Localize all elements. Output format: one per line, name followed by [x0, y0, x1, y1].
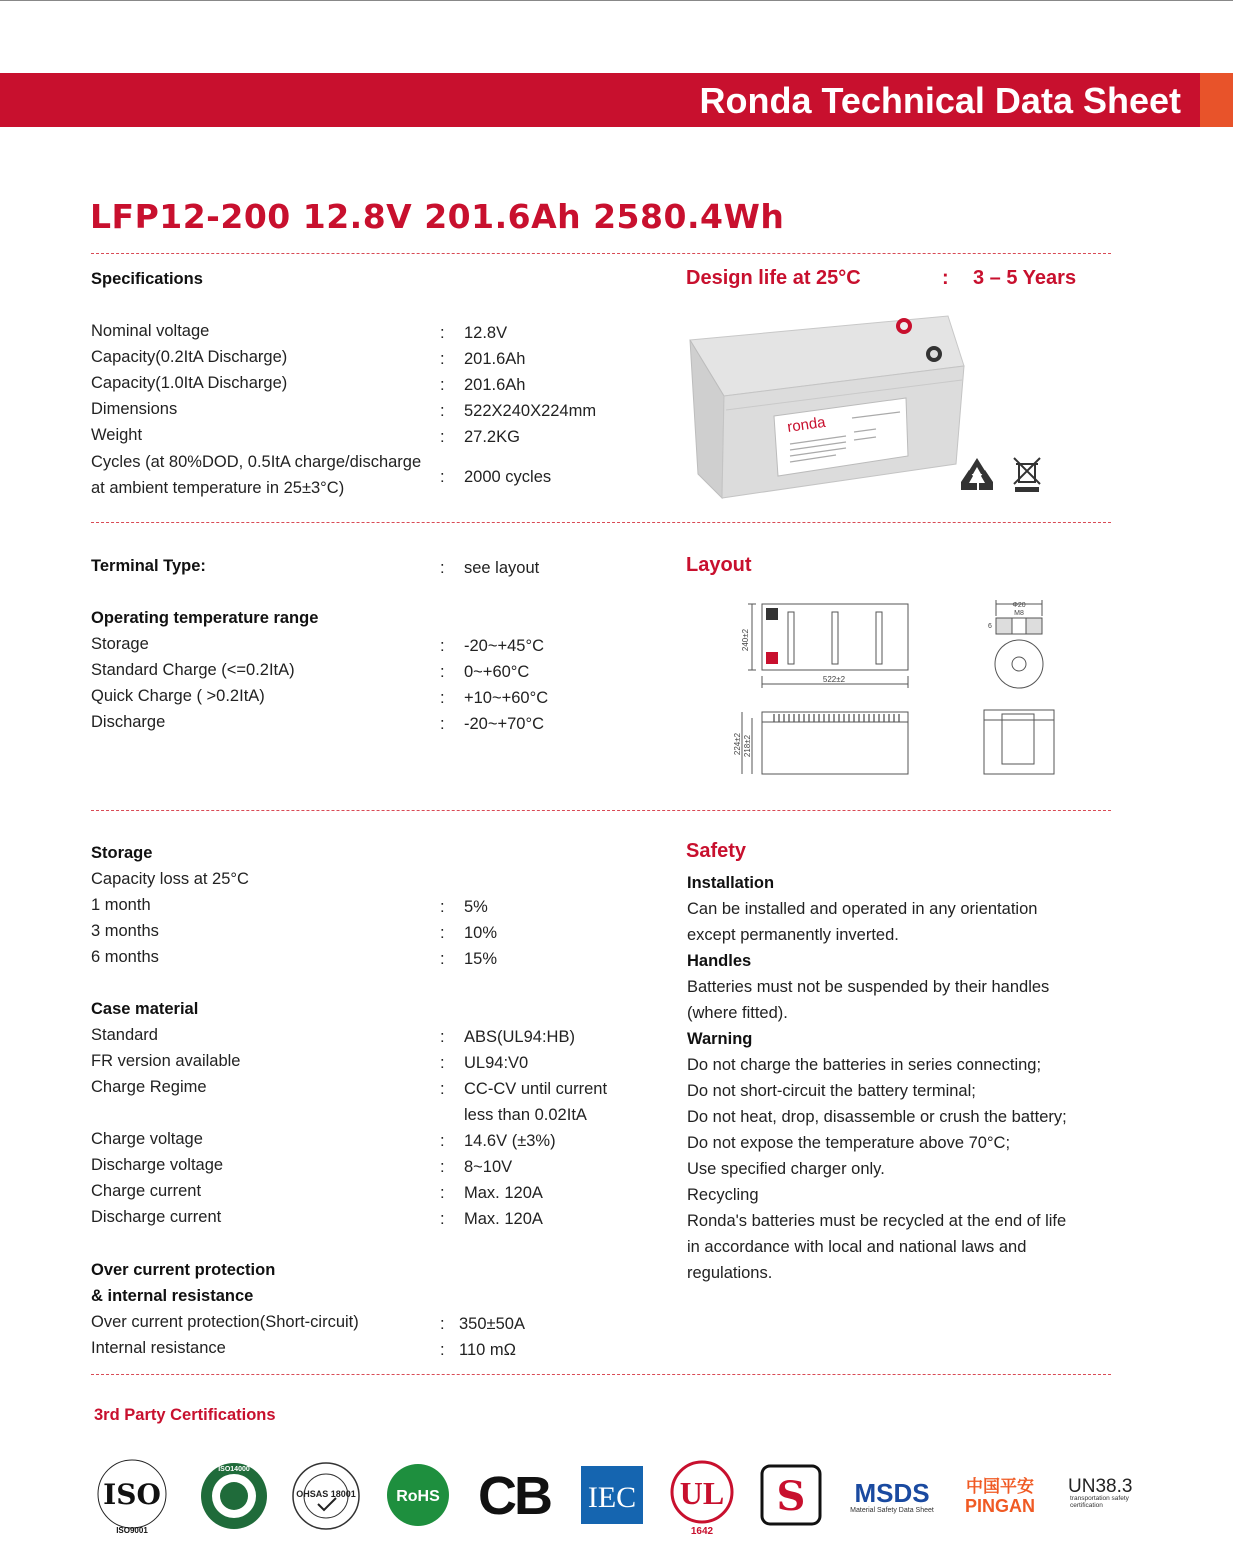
- charge-value: Max. 120A: [464, 1210, 543, 1228]
- un383-caption2: certification: [1070, 1502, 1103, 1509]
- ohsas-logo: [290, 1460, 362, 1532]
- certifications-heading: 3rd Party Certifications: [94, 1406, 276, 1424]
- colon: :: [440, 1028, 445, 1046]
- layout-heading: Layout: [686, 554, 752, 576]
- terminal-type-label: Terminal Type:: [91, 557, 206, 575]
- cycles-value: 2000 cycles: [464, 468, 552, 486]
- cycles-label-line1: Cycles (at 80%DOD, 0.5ItA charge/discharge: [91, 453, 422, 471]
- colon: :: [440, 715, 445, 733]
- cb-text: CB: [478, 1466, 550, 1522]
- spec-label: Nominal voltage: [91, 322, 210, 340]
- layout-height-label: 224±2: [733, 732, 742, 756]
- safety-line: Recycling: [687, 1186, 759, 1204]
- protection-label: Over current protection(Short-circuit): [91, 1313, 359, 1331]
- ul-text: UL: [679, 1475, 725, 1511]
- cycles-label-line2: at ambient temperature in 25±3°C): [91, 479, 345, 497]
- safety-line: (where fitted).: [687, 1004, 788, 1022]
- iso-logo: [88, 1456, 178, 1536]
- safety-line: Do not short-circuit the battery terminal;: [687, 1082, 976, 1100]
- colon: :: [440, 428, 445, 446]
- cb-logo: [474, 1466, 554, 1522]
- battery-brand-text: ronda: [786, 413, 827, 436]
- colon: :: [440, 350, 445, 368]
- temp-label: Discharge: [91, 713, 166, 731]
- colon: :: [440, 898, 445, 916]
- safety-line: Handles: [687, 952, 752, 970]
- layout-drawing-terminal-side: [976, 596, 1060, 780]
- temp-value: 0~+60°C: [464, 663, 530, 681]
- iso-caption: ISO9001: [116, 1526, 148, 1535]
- weee-bin-icon: [1010, 456, 1044, 494]
- colon: :: [440, 1132, 445, 1150]
- spec-value: 27.2KG: [464, 428, 520, 446]
- colon: :: [440, 924, 445, 942]
- divider: [91, 1374, 1111, 1375]
- safety-line: Do not heat, drop, disassemble or crush the battery;: [687, 1108, 1067, 1126]
- design-life-value: 3 – 5 Years: [973, 267, 1077, 289]
- page-title: Ronda Technical Data Sheet: [699, 80, 1181, 121]
- iec-text: IEC: [587, 1481, 637, 1514]
- rohs-logo: [386, 1463, 450, 1527]
- terminal-bolt-label: M8: [1014, 610, 1024, 617]
- ohsas-text: OHSAS 18001: [296, 1489, 356, 1499]
- top-rule: [0, 0, 1233, 1]
- design-life-label: Design life at 25°C: [686, 267, 861, 289]
- terminal-height-label: 6: [988, 623, 992, 630]
- pingan-en-text: PINGAN: [964, 1496, 1036, 1516]
- colon: :: [440, 559, 445, 577]
- charge-regime-label: Charge Regime: [91, 1078, 207, 1096]
- spec-value: 12.8V: [464, 324, 508, 342]
- safety-heading: Safety: [686, 840, 747, 862]
- storage-label: 6 months: [91, 948, 159, 966]
- protection-value: 350±50A: [459, 1315, 525, 1333]
- operating-temperature-heading: Operating temperature range: [91, 609, 319, 627]
- case-label: Standard: [91, 1026, 158, 1044]
- charge-label: Discharge voltage: [91, 1156, 224, 1174]
- safety-line: Warning: [687, 1030, 753, 1048]
- spec-value: 201.6Ah: [464, 376, 526, 394]
- colon: :: [440, 324, 445, 342]
- colon: :: [440, 1158, 445, 1176]
- spec-label: Capacity(1.0ItA Discharge): [91, 374, 288, 392]
- colon: :: [440, 1315, 445, 1333]
- safety-line: Installation: [687, 874, 775, 892]
- divider: [91, 810, 1111, 811]
- spec-label: Capacity(0.2ItA Discharge): [91, 348, 288, 366]
- safety-line: Use specified charger only.: [687, 1160, 885, 1178]
- case-value: UL94:V0: [464, 1054, 529, 1072]
- terminal-type-value: see layout: [464, 559, 540, 577]
- colon: :: [440, 663, 445, 681]
- iso-text: ISO: [103, 1478, 161, 1511]
- battery-product-image: [686, 314, 968, 500]
- specifications-heading: Specifications: [91, 270, 203, 288]
- storage-value: 5%: [464, 898, 488, 916]
- product-title: LFP12-200 12.8V 201.6Ah 2580.4Wh: [90, 197, 785, 236]
- storage-label: 1 month: [91, 896, 151, 914]
- s-mark-logo: [760, 1464, 822, 1526]
- layout-height2-label: 218±2: [743, 734, 752, 758]
- colon: :: [440, 1080, 445, 1098]
- un383-caption1: transportation safety: [1070, 1495, 1129, 1502]
- spec-value: 522X240X224mm: [464, 402, 597, 420]
- safety-line: Do not expose the temperature above 70°C;: [687, 1134, 1011, 1152]
- protection-heading-line1: Over current protection: [91, 1261, 276, 1279]
- header-accent: [1200, 73, 1233, 127]
- pingan-logo: [958, 1472, 1044, 1520]
- terminal-diameter-label: Φ20: [1012, 602, 1026, 609]
- charge-regime-value-line2: less than 0.02ItA: [464, 1106, 587, 1124]
- ul-caption: 1642: [690, 1526, 714, 1537]
- un383-logo: [1064, 1472, 1144, 1512]
- storage-heading: Storage: [91, 844, 153, 862]
- iec-logo: [580, 1465, 644, 1525]
- temp-label: Storage: [91, 635, 149, 653]
- temp-value: -20~+70°C: [464, 715, 544, 733]
- charge-label: Charge current: [91, 1182, 202, 1200]
- protection-value: 110 mΩ: [459, 1341, 516, 1359]
- temp-label: Quick Charge ( >0.2ItA): [91, 687, 265, 705]
- msds-logo: [846, 1474, 940, 1518]
- protection-label: Internal resistance: [91, 1339, 226, 1357]
- divider: [91, 253, 1111, 254]
- layout-depth-label: 240±2: [741, 628, 750, 652]
- safety-line: Batteries must not be suspended by their handles: [687, 978, 1050, 996]
- storage-value: 15%: [464, 950, 498, 968]
- temp-label: Standard Charge (<=0.2ItA): [91, 661, 295, 679]
- ul-logo: [668, 1460, 736, 1538]
- case-label: FR version available: [91, 1052, 241, 1070]
- safety-line: Ronda's batteries must be recycled at the end of life: [687, 1212, 1067, 1230]
- layout-drawing-top-front: [730, 596, 930, 780]
- msds-text: MSDS: [854, 1478, 930, 1508]
- spec-label: Dimensions: [91, 400, 178, 418]
- design-life-colon: :: [942, 267, 949, 289]
- safety-line: regulations.: [687, 1264, 773, 1282]
- colon: :: [440, 1184, 445, 1202]
- spec-label: Weight: [91, 426, 143, 444]
- charge-regime-value-line1: CC-CV until current: [464, 1080, 608, 1098]
- temp-value: +10~+60°C: [464, 689, 549, 707]
- colon: :: [440, 689, 445, 707]
- safety-line: in accordance with local and national laws and: [687, 1238, 1027, 1256]
- protection-heading-line2: & internal resistance: [91, 1287, 254, 1305]
- case-value: ABS(UL94:HB): [464, 1028, 575, 1046]
- colon: :: [440, 1210, 445, 1228]
- layout-width-label: 522±2: [822, 675, 846, 684]
- temp-value: -20~+45°C: [464, 637, 544, 655]
- charge-label: Charge voltage: [91, 1130, 203, 1148]
- msds-caption: Material Safety Data Sheet: [850, 1507, 934, 1514]
- colon: :: [440, 468, 445, 486]
- recycle-icon: [957, 456, 997, 494]
- spec-value: 201.6Ah: [464, 350, 526, 368]
- charge-value: Max. 120A: [464, 1184, 543, 1202]
- charge-value: 14.6V (±3%): [464, 1132, 556, 1150]
- colon: :: [440, 376, 445, 394]
- colon: :: [440, 1054, 445, 1072]
- divider: [91, 522, 1111, 523]
- colon: :: [440, 950, 445, 968]
- storage-value: 10%: [464, 924, 498, 942]
- colon: :: [440, 637, 445, 655]
- s-mark-text: S: [776, 1473, 806, 1520]
- un383-text: UN38.3: [1068, 1476, 1133, 1497]
- iso14000-text: ISO14000: [218, 1466, 250, 1473]
- safety-line: Do not charge the batteries in series connecting;: [687, 1056, 1042, 1074]
- safety-line: Can be installed and operated in any orientation: [687, 900, 1038, 918]
- colon: :: [440, 1341, 445, 1359]
- capacity-loss-label: Capacity loss at 25°C: [91, 870, 249, 888]
- pingan-cn-text: 中国平安: [966, 1477, 1034, 1497]
- charge-label: Discharge current: [91, 1208, 222, 1226]
- charge-value: 8~10V: [464, 1158, 513, 1176]
- storage-label: 3 months: [91, 922, 159, 940]
- colon: :: [440, 402, 445, 420]
- case-material-heading: Case material: [91, 1000, 199, 1018]
- safety-line: except permanently inverted.: [687, 926, 899, 944]
- iso14000-logo: [198, 1460, 270, 1532]
- rohs-text: RoHS: [396, 1488, 440, 1505]
